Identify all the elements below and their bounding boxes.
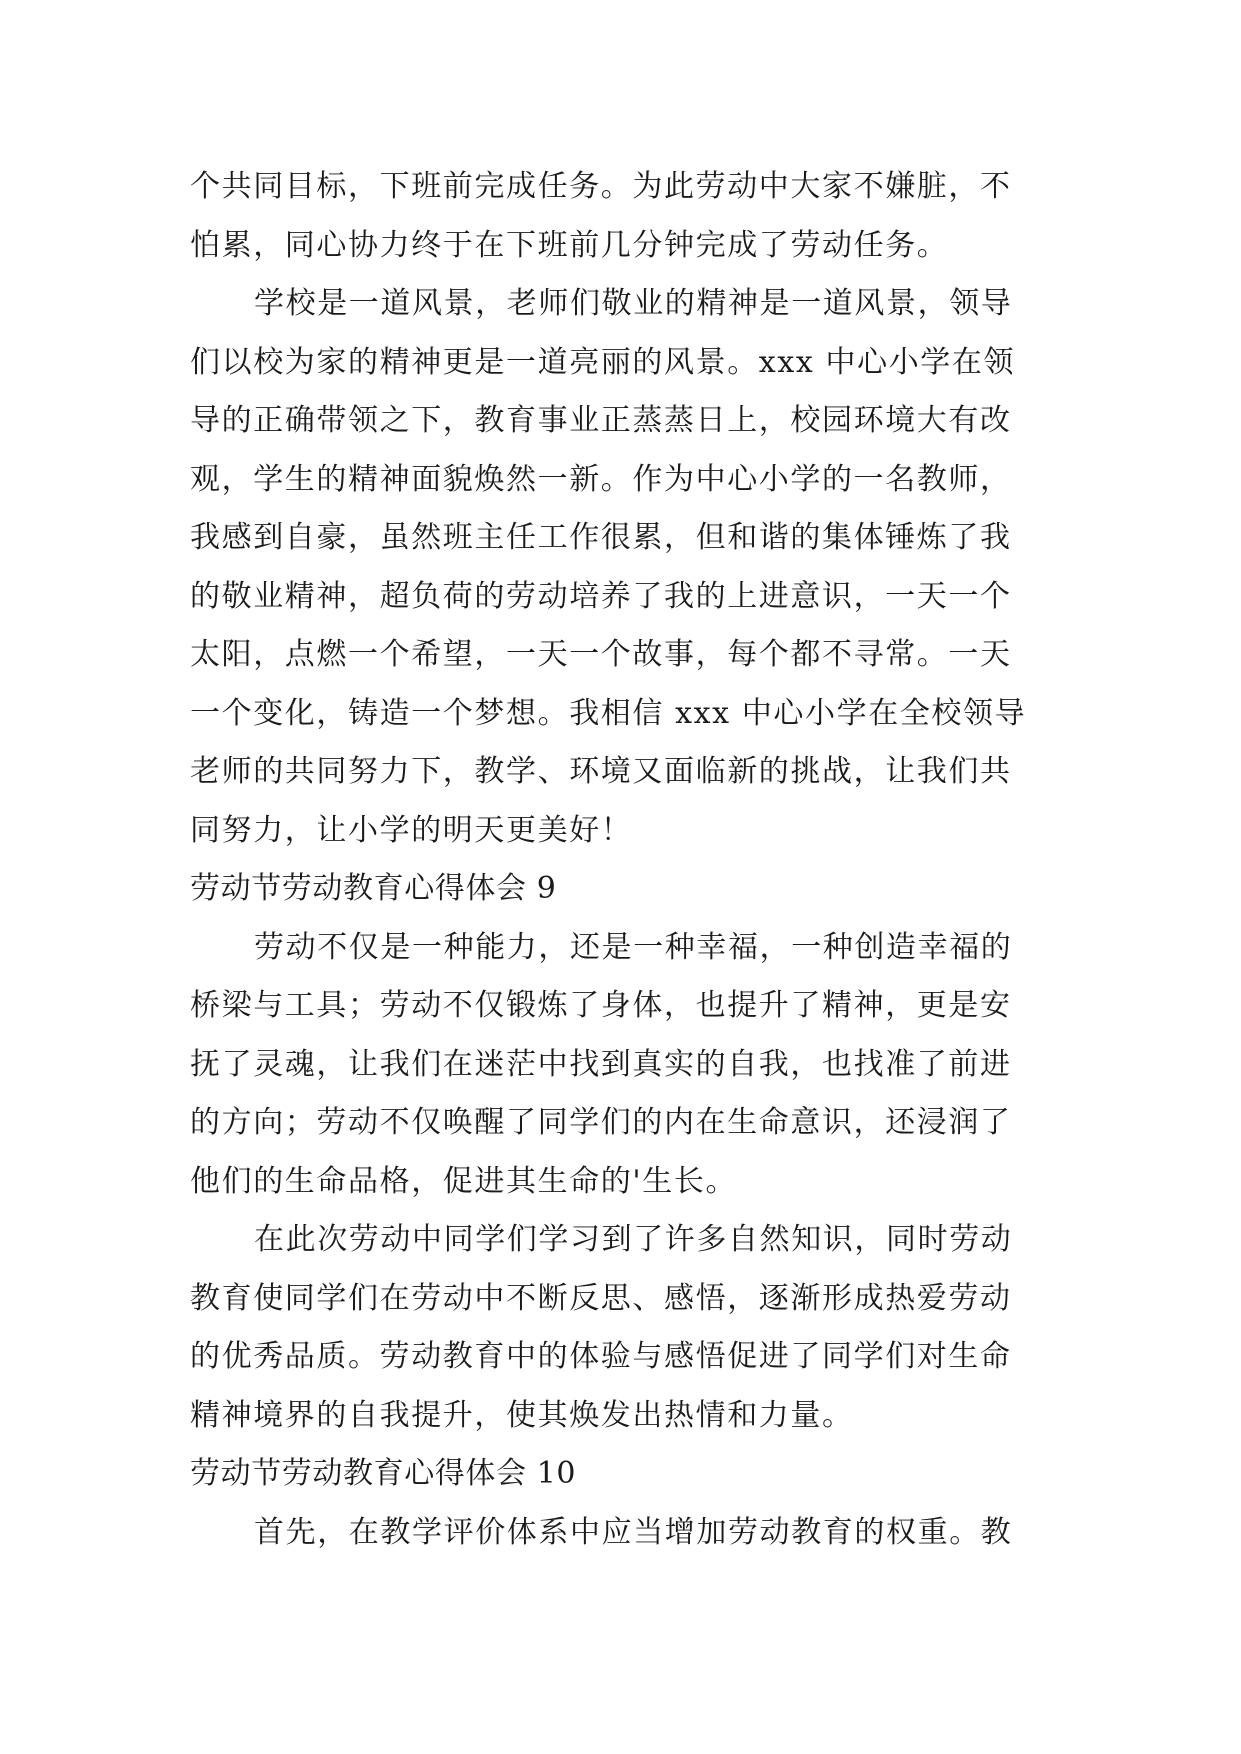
text-line: 精神境界的自我提升，使其焕发出热情和力量。 (190, 1397, 854, 1433)
document-page (190, 158, 1050, 1718)
paragraph-first-line: 在此次劳动中同学们学习到了许多自然知识，同时劳动 (254, 1222, 1013, 1257)
paragraph-first-line: 首先，在教学评价体系中应当增加劳动教育的权重。教 (254, 1514, 1013, 1550)
section-heading: 劳动节劳动教育心得体会 9 (190, 871, 557, 906)
text-line: 个共同目标，下班前完成任务。为此劳动中大家不嫌脏，不 (190, 169, 1012, 204)
text-line: 他们的生命品格，促进其生命的'生长。 (190, 1163, 738, 1199)
text-line: 怕累，同心协力终于在下班前几分钟完成了劳动任务。 (190, 227, 949, 263)
text-line: 的敬业精神，超负荷的劳动培养了我的上进意识，一天一个 (190, 578, 1012, 614)
text-line: 太阳，点燃一个希望，一天一个故事，每个都不寻常。一天 (190, 637, 1012, 672)
text-line: 们以校为家的精神更是一道亮丽的风景。xxx 中心小学在领 (190, 344, 1016, 380)
text-line: 同努力，让小学的明天更美好！ (190, 812, 633, 848)
paragraph-first-line: 劳动不仅是一种能力，还是一种幸福，一种创造幸福的 (254, 929, 1013, 965)
text-line: 教育使同学们在劳动中不断反思、感悟，逐渐形成热爱劳动 (190, 1280, 1012, 1316)
text-line: 一个变化，铸造一个梦想。我相信 xxx 中心小学在全校领导 (190, 695, 1027, 731)
text-line: 我感到自豪，虽然班主任工作很累，但和谐的集体锤炼了我 (190, 520, 1012, 555)
text-line: 的方向；劳动不仅唤醒了同学们的内在生命意识，还浸润了 (190, 1105, 1012, 1140)
text-line: 抚了灵魂，让我们在迷茫中找到真实的自我，也找准了前进 (190, 1046, 1012, 1082)
text-line: 老师的共同努力下，教学、环境又面临新的挑战，让我们共 (190, 754, 1012, 789)
text-line: 桥梁与工具；劳动不仅锻炼了身体，也提升了精神，更是安 (190, 988, 1012, 1023)
text-line: 观，学生的精神面貌焕然一新。作为中心小学的一名教师， (190, 461, 1012, 497)
paragraph-first-line: 学校是一道风景，老师们敬业的精神是一道风景，领导 (254, 286, 1013, 321)
section-heading: 劳动节劳动教育心得体会 10 (190, 1456, 577, 1491)
text-line: 导的正确带领之下，教育事业正蒸蒸日上，校园环境大有改 (190, 403, 1012, 438)
text-line: 的优秀品质。劳动教育中的体验与感悟促进了同学们对生命 (190, 1339, 1012, 1374)
